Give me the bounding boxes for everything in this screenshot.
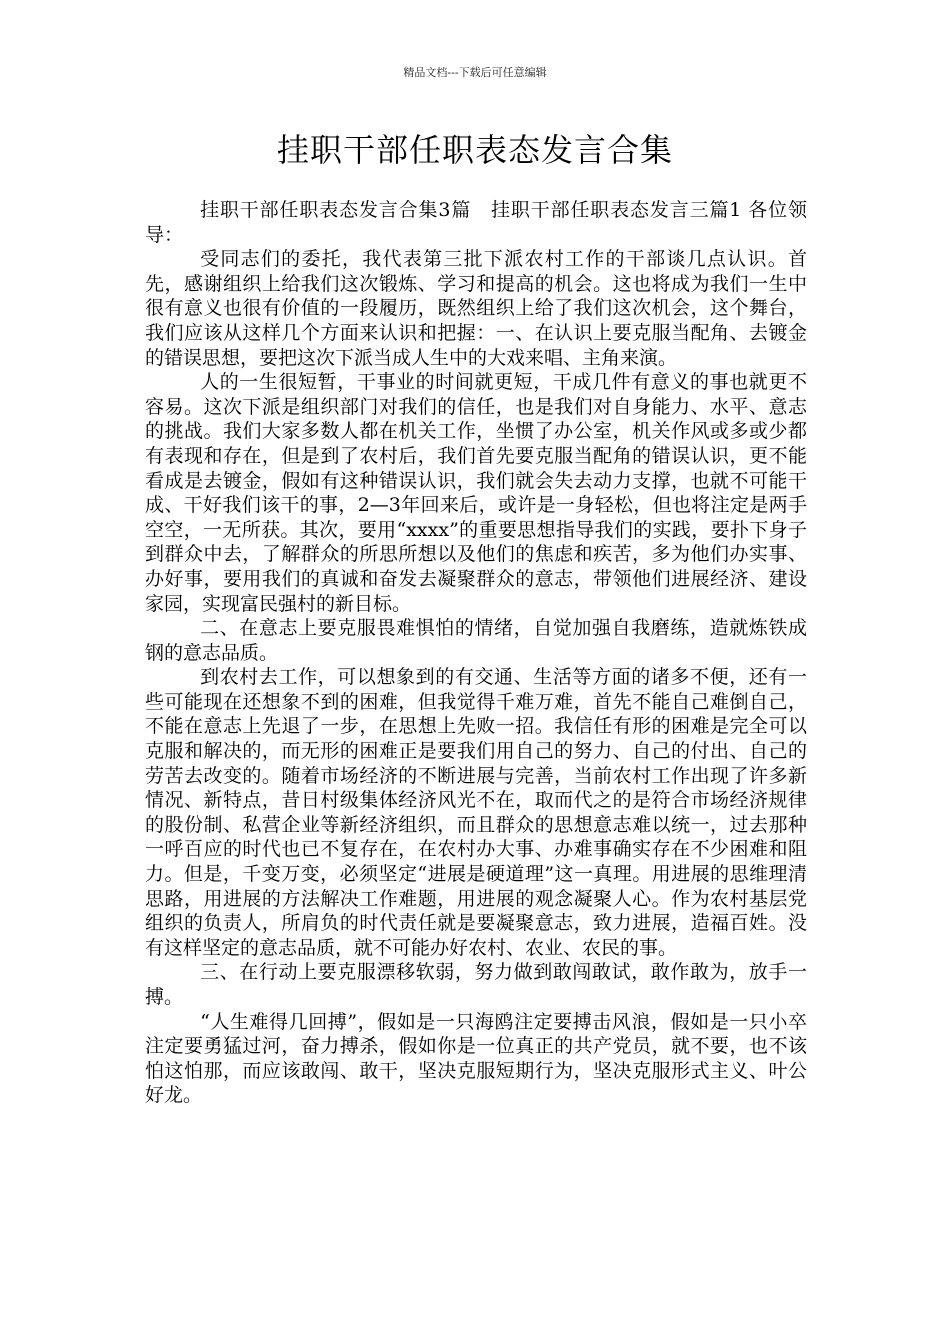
paragraph-1: 受同志们的委托，我代表第三批下派农村工作的干部谈几点认识。首先，感谢组织上给我们这次锻炼、学习和提高的机会。这也将成为我们一生中很有意义也很有价值的一段履历，既然组织上给了我们这次机会，这个舞台，我们应该从这样几个方面来认识和把握：一、在认识上要克服当配角、去镀金的错误思想，要把这次下派当成人生中的大戏来唱、主角来演。	[145, 248, 807, 369]
header-note: 精品文档---下载后可任意编辑	[403, 66, 547, 79]
paragraph-4: 到农村去工作，可以想象到的有交通、生活等方面的诸多不便，还有一些可能现在还想象不到的困难，但我觉得千难万难，首先不能自己难倒自己，不能在意志上先退了一步，在思想上先败一招。我信任有形的困难是完全可以克服和解决的，而无形的困难正是要我们用自己的努力、自己的付出、自己的劳苦去改变的。随着市场经济的不断进展与完善，当前农村工作出现了许多新情况、新特点，昔日村级集体经济风光不在，取而代之的是符合市场经济规律的股份制、私营企业等新经济组织，而且群众的思想意志难以统一，过去那种一呼百应的时代也已不复存在，在农村办大事、办难事确实存在不少困难和阻力。但是，千变万变，必须坚定“进展是硬道理”这一真理。用进展的思维理清思路，用进展的方法解决工作难题，用进展的观念凝聚人心。作为农村基层党组织的负责人，所肩负的时代责任就是要凝聚意志，致力进展，造福百姓。没有这样坚定的意志品质，就不可能办好农村、农业、农民的事。	[145, 666, 807, 959]
paragraph-2: 人的一生很短暂，干事业的时间就更短，干成几件有意义的事也就更不容易。这次下派是组织部门对我们的信任，也是我们对自身能力、水平、意志的挑战。我们大家多数人都在机关工作，坐惯了办公室，机关作风或多或少都有表现和存在，但是到了农村后，我们首先要克服当配角的错误认识，更不能看成是去镀金，假如有这种错误认识，我们就会失去动力支撑，也就不可能干成、干好我们该干的事，2—3年回来后，或许是一身轻松，但也将注定是两手空空，一无所获。其次，要用“xxxx”的重要思想指导我们的实践，要扑下身子到群众中去，了解群众的所思所想以及他们的焦虑和疾苦，多为他们办实事、办好事，要用我们的真诚和奋发去凝聚群众的意志，带领他们进展经济、建设家园，实现富民强村的新目标。	[145, 371, 807, 615]
paragraph-5: 三、在行动上要克服漂移软弱，努力做到敢闯敢试，敢作敢为，放手一搏。	[145, 961, 807, 1008]
document-body	[145, 198, 807, 1108]
paragraph-intro: 挂职干部任职表态发言合集3篇 挂职干部任职表态发言三篇1 各位领导：	[145, 199, 807, 246]
paragraph-3: 二、在意志上要克服畏难惧怕的情绪，自觉加强自我磨练，造就炼铁成钢的意志品质。	[145, 617, 807, 664]
document-title: 挂职干部任职表态发言合集	[276, 131, 673, 169]
paragraph-6: “人生难得几回搏”，假如是一只海鸥注定要搏击风浪，假如是一只小卒注定要勇猛过河，奋力搏杀，假如你是一位真正的共产党员，就不要，也不该怕这怕那，而应该敢闯、敢干，坚决克服短期行为，坚决克服形式主义、叶公好龙。	[145, 1010, 807, 1107]
